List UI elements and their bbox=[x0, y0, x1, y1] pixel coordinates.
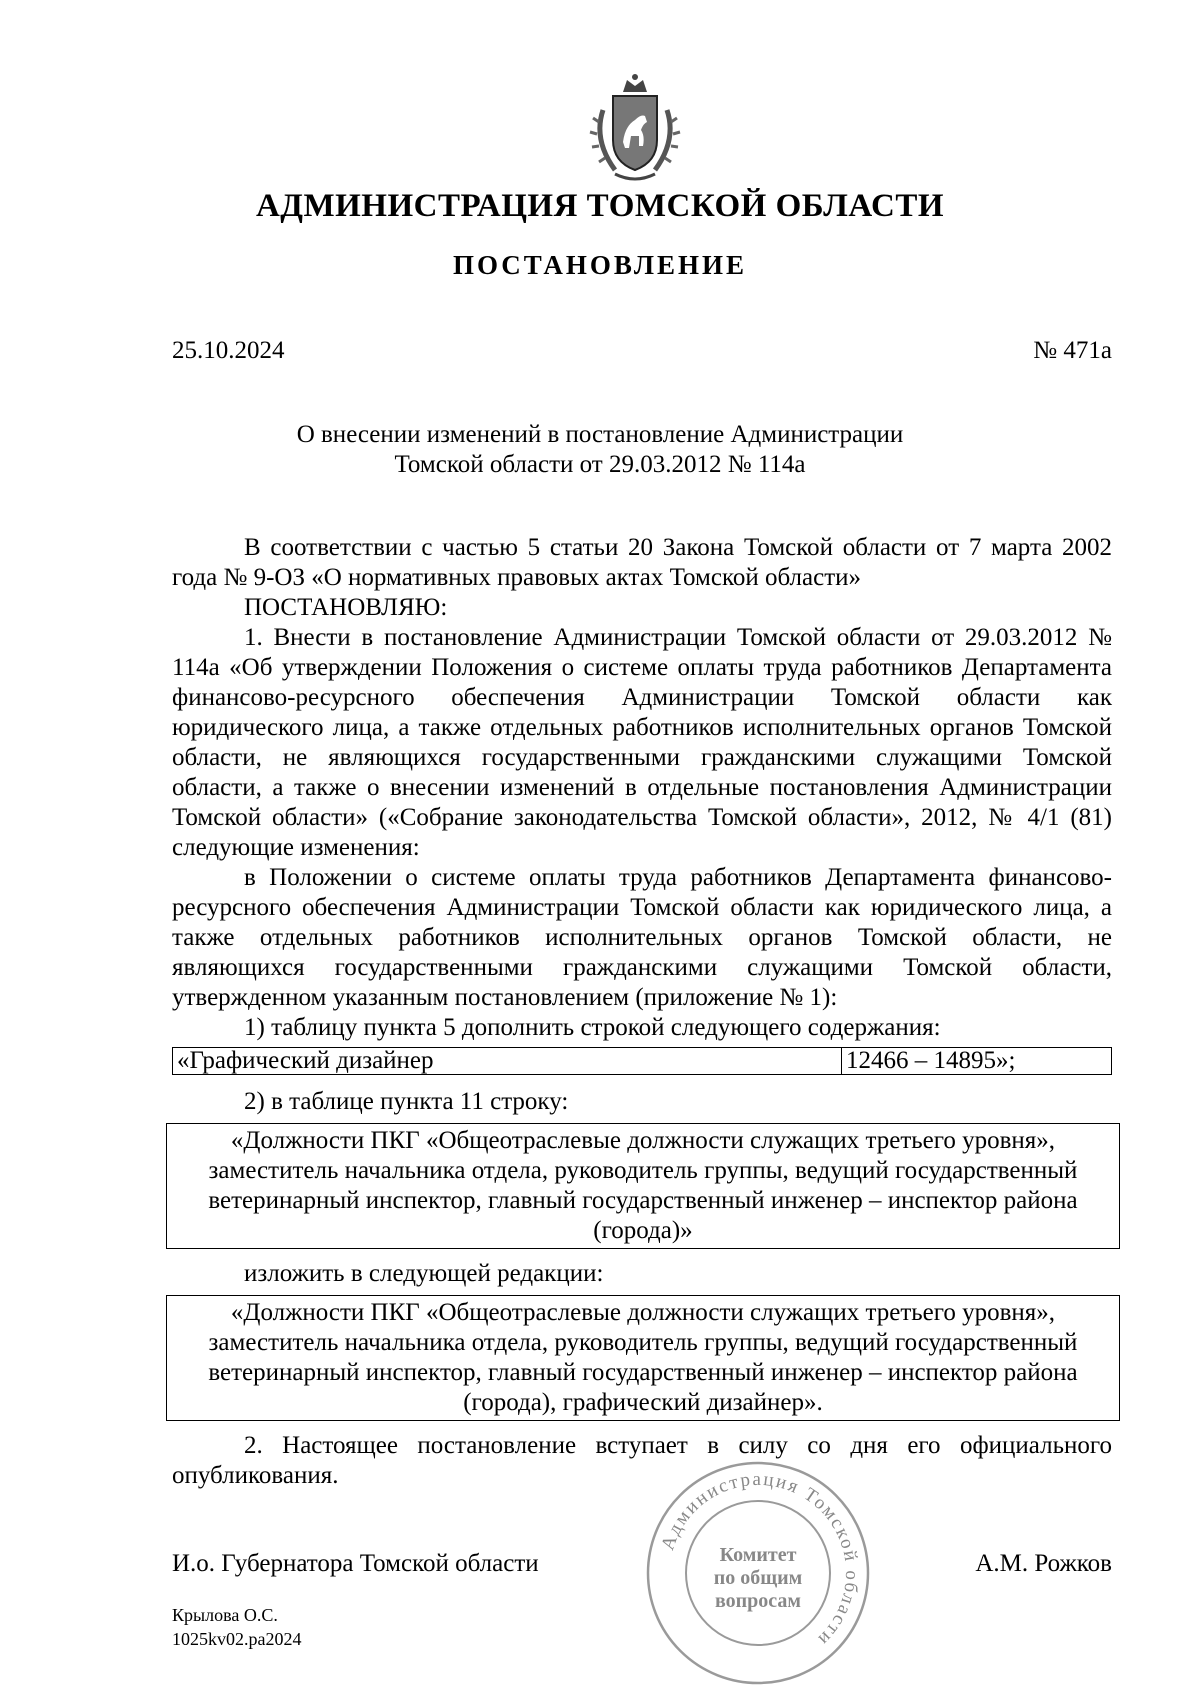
added-row-table bbox=[172, 1047, 1112, 1075]
document-subject bbox=[0, 420, 1200, 480]
resolve-word: ПОСТАНОВЛЯЮ: bbox=[244, 594, 448, 621]
table-cell-salary: 12466 – 14895»; bbox=[842, 1048, 1112, 1075]
table-row bbox=[173, 1048, 1112, 1075]
item-1: 1. Внести в постановление Администрации Томской области от 29.03.2012 № 114а «Об утверждении Положения о системе оплаты труда работников Департамента финансово-ресурсного обеспечения Администрации Томской области как юридического лица, а также отдельных работников исполнительных органов Томской области, не являющихся государственными гражданскими служащими Томской области, а также о внесении изменений в отдельные постановления Администрации Томской области» («Собрание законодательства Томской области», 2012, № 4/1 (81) следующие изменения: bbox=[172, 624, 1112, 861]
old-row-box: «Должности ПКГ «Общеотраслевые должности служащих третьего уровня», заместитель начальника отдела, руководитель группы, ведущий государственный ветеринарный инспектор, главный государственный инженер – инспектор района (города)» bbox=[166, 1123, 1120, 1249]
organization-title: АДМИНИСТРАЦИЯ ТОМСКОЙ ОБЛАСТИ bbox=[255, 188, 945, 224]
subject-line-2: Томской области от 29.03.2012 № 114а bbox=[394, 451, 806, 478]
document-date: 25.10.2024 bbox=[172, 337, 285, 364]
stamp-ring-text: Администрация Томской области bbox=[657, 1468, 863, 1651]
executor-name: Крылова О.С. bbox=[172, 1605, 278, 1625]
signatory-position: И.о. Губернатора Томской области bbox=[172, 1550, 539, 1577]
restate-line: изложить в следующей редакции: bbox=[244, 1260, 604, 1287]
preamble: В соответствии с частью 5 статьи 20 Закона Томской области от 7 марта 2002 года № 9-ОЗ «О нормативных правовых актах Томской области» bbox=[172, 534, 1112, 591]
stamp-line-1: Комитет bbox=[719, 1544, 797, 1566]
sub-item-2: 2) в таблице пункта 11 строку: bbox=[244, 1088, 569, 1115]
official-stamp bbox=[643, 1458, 873, 1688]
new-row-box: «Должности ПКГ «Общеотраслевые должности служащих третьего уровня», заместитель начальника отдела, руководитель группы, ведущий государственный ветеринарный инспектор, главный государственный инженер – инспектор района (города), графический дизайнер». bbox=[166, 1295, 1120, 1421]
signatory-name: А.М. Рожков bbox=[975, 1550, 1112, 1577]
item-2: 2. Настоящее постановление вступает в силу со дня его официального опубликования. bbox=[172, 1432, 1112, 1489]
item-1-sub: в Положении о системе оплаты труда работников Департамента финансово-ресурсного обеспечения Администрации Томской области как юридического лица, а также отдельных работников исполнительных органов Томской области, не являющихся государственными гражданскими служащими Томской области, утвержденном указанным постановлением (приложение № 1): bbox=[172, 864, 1112, 1011]
executor-code: 1025kv02.pa2024 bbox=[172, 1629, 302, 1649]
stamp-line-3: вопросам bbox=[714, 1590, 802, 1612]
subject-line-1: О внесении изменений в постановление Администрации bbox=[296, 421, 904, 448]
document-body bbox=[172, 533, 1112, 1491]
stamp-line-2: по общим bbox=[713, 1567, 803, 1589]
document-number: № 471а bbox=[1033, 337, 1112, 364]
document-type: ПОСТАНОВЛЕНИЕ bbox=[452, 250, 748, 280]
coat-of-arms-emblem bbox=[585, 70, 685, 190]
executor-block bbox=[172, 1603, 302, 1651]
sub-item-1: 1) таблицу пункта 5 дополнить строкой следующего содержания: bbox=[244, 1014, 941, 1041]
table-cell-position: «Графический дизайнер bbox=[173, 1048, 842, 1075]
